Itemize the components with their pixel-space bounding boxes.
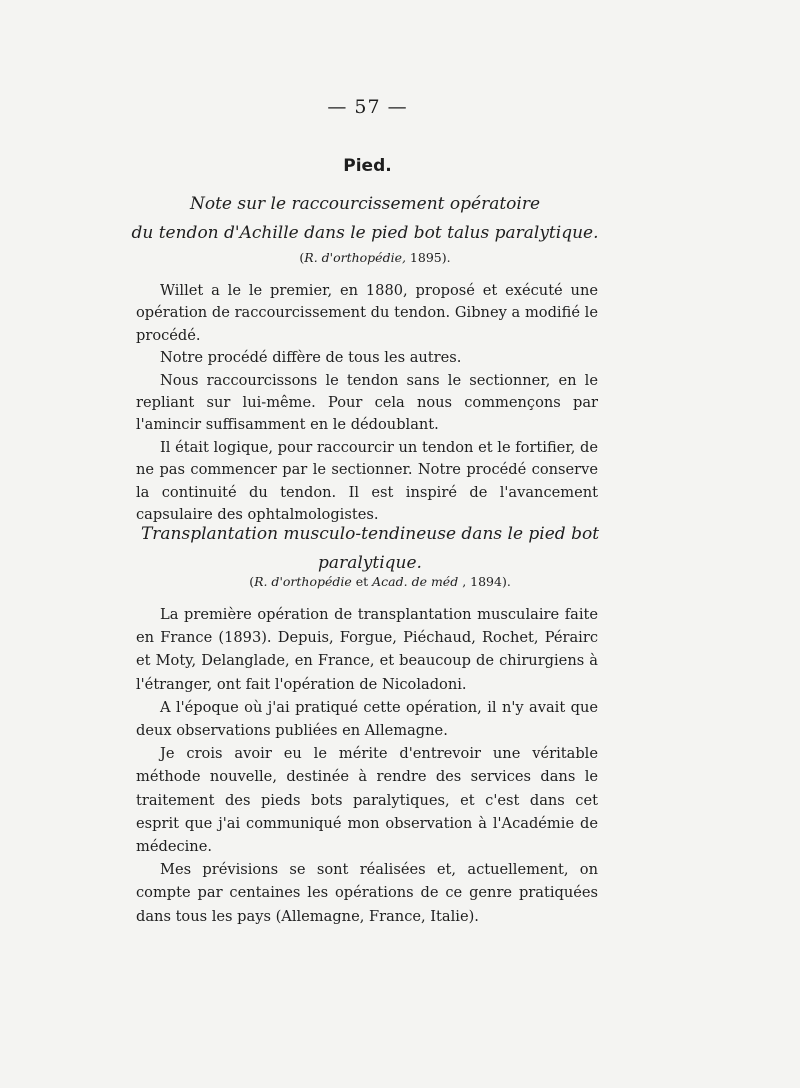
reference-year: 1895). — [405, 250, 451, 265]
paragraph: La première opération de transplantation musculaire faite en France (1893). Depuis, Forgue, Piéchaud, Rochet, Pérairc et Moty, Delanglade, en France, et beaucoup de chirurgiens à l'étranger, ont fait l'opération de Nicoladoni. — [136, 606, 598, 693]
article-1-body — [136, 280, 598, 526]
article-2-title-line: Transplantation musculo-tendineuse dans le pied bot — [140, 524, 600, 544]
article-1-reference — [175, 250, 575, 265]
paragraph: Nous raccourcissons le tendon sans le sectionner, en le repliant sur lui-même. Pour cela nous commençons par l'amincir suffisamment en le dédoublant. — [136, 371, 598, 434]
article-2-title — [130, 520, 610, 578]
article-1-title-line: du tendon d'Achille dans le pied bot talus paralytique. — [131, 223, 599, 243]
article-2-reference — [160, 574, 600, 589]
article-2-body — [136, 603, 598, 928]
reference-journal: R. d'orthopédie — [254, 574, 352, 589]
reference-open: ( — [249, 574, 255, 589]
article-1-title-line: Note sur le raccourcissement opératoire — [189, 194, 541, 214]
article-2-title-line: paralytique. — [318, 553, 422, 573]
reference-journal: R. d'orthopédie, — [304, 250, 406, 265]
paragraph: Willet a le le premier, en 1880, proposé et exécuté une opération de raccourcissement du tendon. Gibney a modifié le procédé. — [136, 282, 598, 344]
paragraph: Je crois avoir eu le mérite d'entrevoir une véritable méthode nouvelle, destinée à rendre des services dans le traitement des pieds bots paralytiques, et c'est dans cet esprit que j'ai communiqué mon observation à l'Académie de médecine. — [136, 745, 598, 856]
reference-year: , 1894). — [458, 574, 511, 589]
reference-journal: Acad. de méd — [372, 574, 459, 589]
reference-open: ( — [299, 250, 305, 265]
paragraph: Il était logique, pour raccourcir un tendon et le fortifier, de ne pas commencer par le sectionner. Notre procédé conserve la continuité du tendon. Il est inspiré de l'avancement capsulaire des ophtalmologistes. — [136, 438, 598, 524]
paragraph: Notre procédé diffère de tous les autres. — [160, 349, 462, 367]
section-heading: Pied. — [343, 156, 392, 176]
paragraph: Mes prévisions se sont réalisées et, actuellement, on compte par centaines les opérations de ce genre pratiquées dans tous les pays (Allemagne, France, Italie). — [136, 861, 598, 925]
paragraph: A l'époque où j'ai pratiqué cette opération, il n'y avait que deux observations publiées en Allemagne. — [136, 698, 598, 740]
article-1-title — [120, 190, 610, 248]
page-number: — 57 — — [327, 96, 408, 118]
reference-and: et — [351, 574, 373, 589]
